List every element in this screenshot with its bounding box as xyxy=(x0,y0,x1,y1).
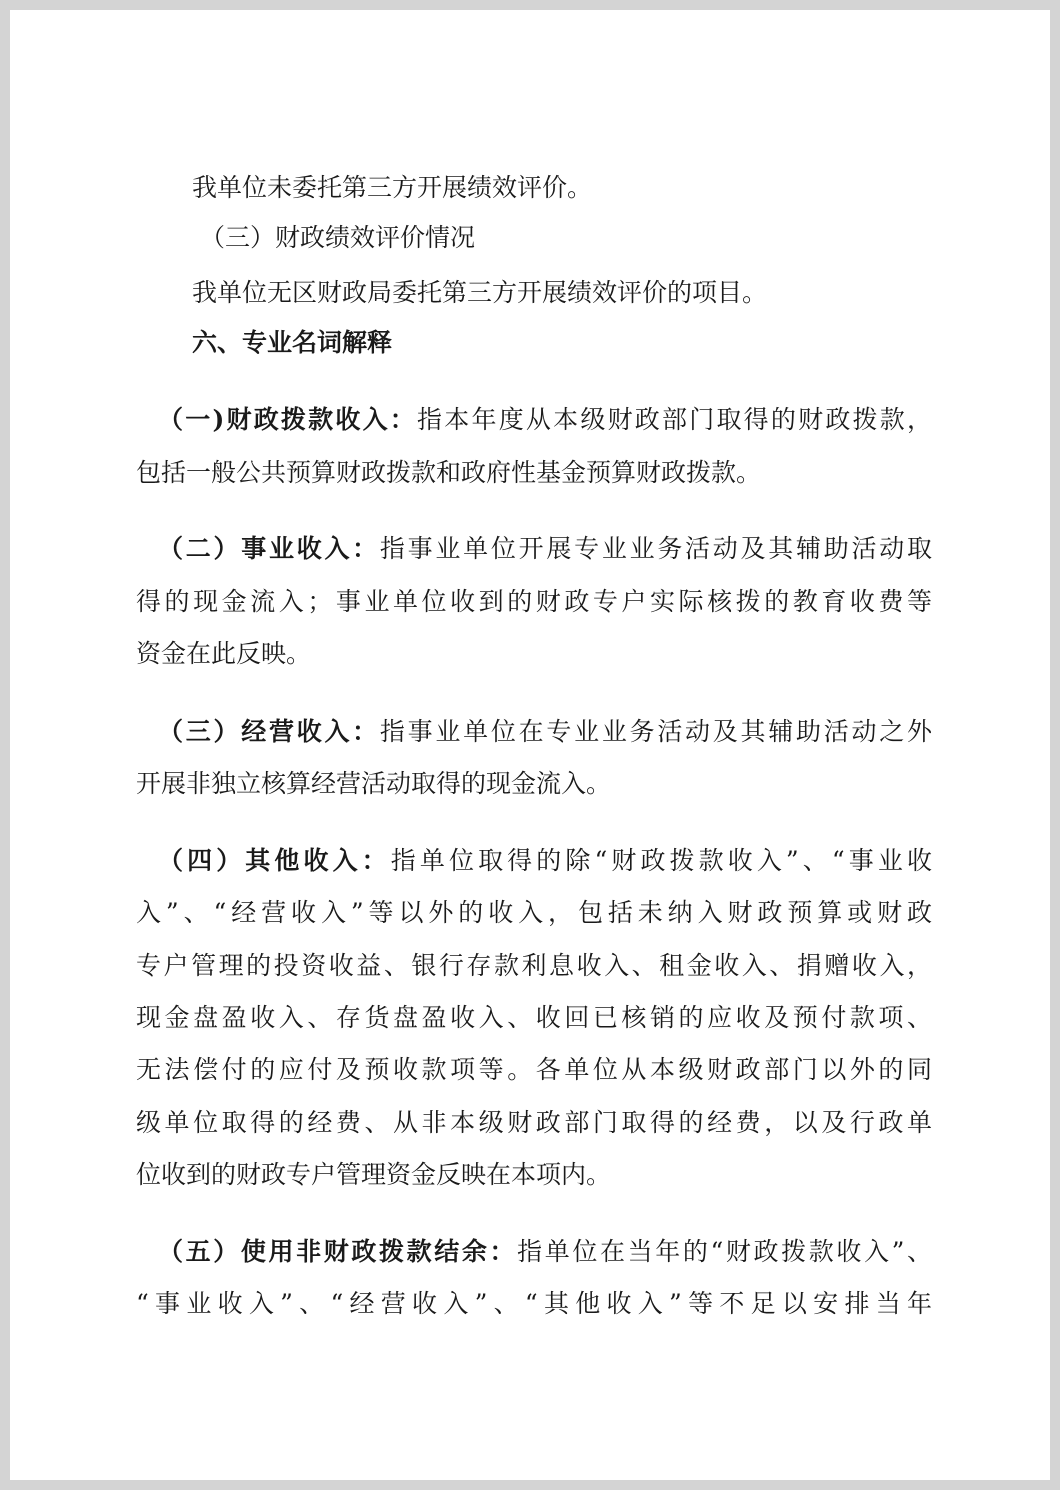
text: 无法偿付的应付及预收款项等。各单位从本级财政部门以外的同 xyxy=(136,1055,932,1084)
definition-5-line-2 xyxy=(136,1287,932,1321)
section-heading-terms xyxy=(192,326,392,360)
text: 指本年度从本级财政部门取得的财政拨款， xyxy=(417,405,932,434)
text: 位收到的财政专户管理资金反映在本项内。 xyxy=(136,1160,612,1189)
definition-4-line-1 xyxy=(158,844,932,878)
term: （二）事业收入： xyxy=(158,534,380,563)
text: 指事业单位在专业业务活动及其辅助活动之外 xyxy=(379,717,932,746)
text: 指事业单位开展专业业务活动及其辅助活动取 xyxy=(379,534,932,563)
text: 包括一般公共预算财政拨款和政府性基金预算财政拨款。 xyxy=(136,458,762,487)
text: 专户管理的投资收益、银行存款利息收入、租金收入、捐赠收入， xyxy=(136,951,932,980)
text: 指单位取得的除“财政拨款收入”、“事业收 xyxy=(390,846,932,875)
definition-2-line-3 xyxy=(136,637,311,671)
heading-text: （三）财政绩效评价情况 xyxy=(200,223,476,252)
text: 指单位在当年的“财政拨款收入”、 xyxy=(517,1237,932,1266)
heading-fiscal-evaluation xyxy=(200,221,475,255)
definition-4-line-6 xyxy=(136,1106,932,1140)
text: 我单位无区财政局委托第三方开展绩效评价的项目。 xyxy=(192,278,768,307)
definition-5-line-1 xyxy=(158,1235,932,1269)
text: 级单位取得的经费、从非本级财政部门取得的经费，以及行政单 xyxy=(136,1108,932,1137)
heading-text: 六、专业名词解释 xyxy=(192,328,393,357)
paragraph-no-projects xyxy=(192,276,767,310)
definition-2-line-1 xyxy=(158,532,932,566)
text: 资金在此反映。 xyxy=(136,639,312,668)
text: “事业收入”、“经营收入”、“其他收入”等不足以安排当年 xyxy=(136,1289,932,1318)
definition-2-line-2 xyxy=(136,585,932,619)
text: 得的现金流入；事业单位收到的财政专户实际核拨的教育收费等 xyxy=(136,587,932,616)
term: （一)财政拨款收入： xyxy=(158,405,418,434)
definition-3-line-2 xyxy=(136,767,611,801)
text: 开展非独立核算经营活动取得的现金流入。 xyxy=(136,769,612,798)
text: 我单位未委托第三方开展绩效评价。 xyxy=(192,173,593,202)
text: 现金盘盈收入、存货盘盈收入、收回已核销的应收及预付款项、 xyxy=(136,1003,932,1032)
definition-4-line-7 xyxy=(136,1158,611,1192)
definition-1-line-2 xyxy=(136,456,761,490)
definition-4-line-2 xyxy=(136,896,932,930)
definition-4-line-5 xyxy=(136,1053,932,1087)
paragraph-no-third-party xyxy=(192,171,592,205)
definition-1-line-1 xyxy=(158,403,932,437)
text: 入”、“经营收入”等以外的收入，包括未纳入财政预算或财政 xyxy=(136,898,932,927)
term: （四）其他收入： xyxy=(158,846,391,875)
document-page xyxy=(10,10,1050,1480)
term: （三）经营收入： xyxy=(158,717,380,746)
definition-3-line-1 xyxy=(158,715,932,749)
term: （五）使用非财政拨款结余： xyxy=(158,1237,518,1266)
definition-4-line-4 xyxy=(136,1001,932,1035)
definition-4-line-3 xyxy=(136,949,932,983)
